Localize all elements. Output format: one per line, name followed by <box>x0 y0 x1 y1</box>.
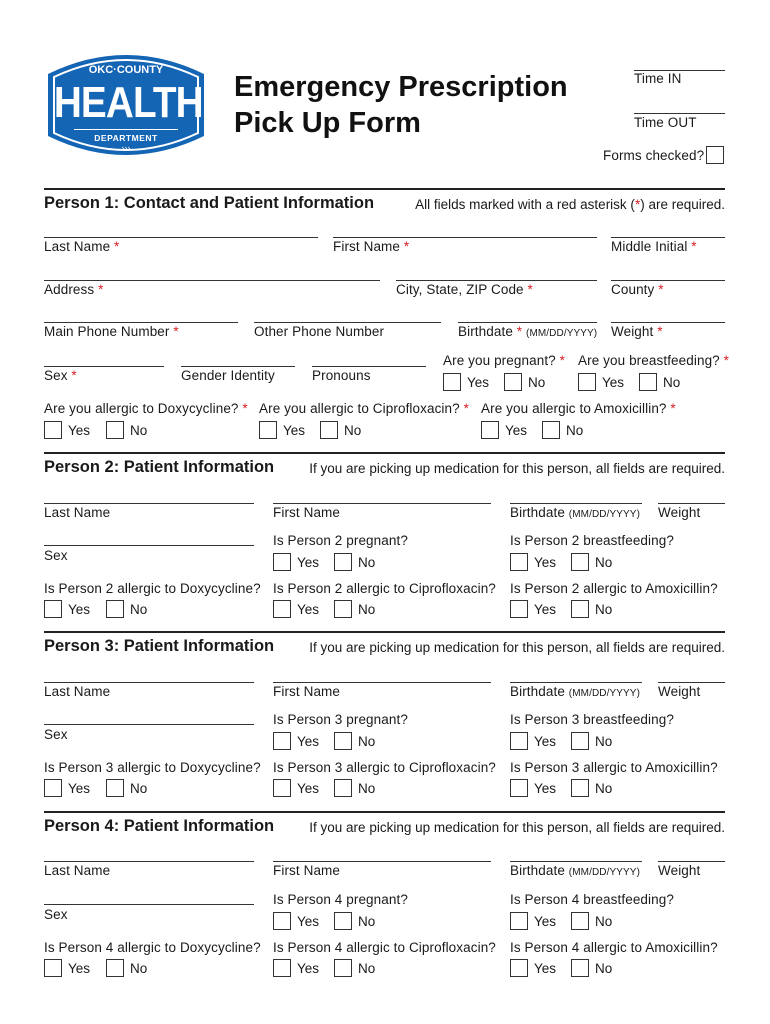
p4-amox-label: Is Person 4 allergic to Amoxicillin? <box>510 940 718 955</box>
p2-cipro-yes-checkbox[interactable] <box>273 600 291 618</box>
p4-breastfeeding-no-checkbox[interactable] <box>571 912 589 930</box>
person3-note: If you are picking up medication for this person, all fields are required. <box>309 640 725 655</box>
p2-doxy-label: Is Person 2 allergic to Doxycycline? <box>44 581 261 596</box>
p2-amox-no-checkbox[interactable] <box>571 600 589 618</box>
person2-note: If you are picking up medication for this person, all fields are required. <box>309 461 725 476</box>
p4-pregnant-no-checkbox[interactable] <box>334 912 352 930</box>
p3-sex-label: Sex <box>44 727 68 742</box>
p4-amox-no-checkbox[interactable] <box>571 959 589 977</box>
p2-pregnant-yes-checkbox[interactable] <box>273 553 291 571</box>
p2-first-name-label: First Name <box>273 505 341 520</box>
p2-cipro-yes-label: Yes <box>297 602 320 617</box>
p2-pregnant-no-label: No <box>358 555 376 570</box>
p3-amox-no-label: No <box>595 781 613 796</box>
p1-breastfeeding-no-checkbox[interactable] <box>639 373 657 391</box>
p4-cipro-no-label: No <box>358 961 376 976</box>
p1-pregnant-yes-label: Yes <box>467 375 490 390</box>
p3-amox-yes-label: Yes <box>534 781 557 796</box>
p4-pregnant-label: Is Person 4 pregnant? <box>273 892 408 907</box>
p1-amox-no-checkbox[interactable] <box>542 421 560 439</box>
p2-doxy-no-label: No <box>130 602 148 617</box>
p1-pregnant-label: Are you pregnant? * <box>443 353 565 368</box>
p4-pregnant-yes-label: Yes <box>297 914 320 929</box>
p1-breastfeeding-label: Are you breastfeeding? * <box>578 353 730 368</box>
p2-birthdate-label: Birthdate (MM/DD/YYYY) <box>510 505 640 520</box>
p3-cipro-no-checkbox[interactable] <box>334 779 352 797</box>
p1-doxy-label: Are you allergic to Doxycycline? * <box>44 401 248 416</box>
p2-breastfeeding-yes-label: Yes <box>534 555 557 570</box>
p4-amox-no-label: No <box>595 961 613 976</box>
person4-note: If you are picking up medication for this person, all fields are required. <box>309 820 725 835</box>
p2-weight-label: Weight <box>658 505 701 520</box>
time-out-label: Time OUT <box>634 115 697 130</box>
p2-pregnant-no-checkbox[interactable] <box>334 553 352 571</box>
p3-pregnant-label: Is Person 3 pregnant? <box>273 712 408 727</box>
p1-doxy-yes-checkbox[interactable] <box>44 421 62 439</box>
p3-breastfeeding-no-checkbox[interactable] <box>571 732 589 750</box>
p3-cipro-yes-checkbox[interactable] <box>273 779 291 797</box>
p1-breastfeeding-yes-checkbox[interactable] <box>578 373 596 391</box>
p4-cipro-yes-label: Yes <box>297 961 320 976</box>
p4-doxy-no-label: No <box>130 961 148 976</box>
p1-pregnant-yes-checkbox[interactable] <box>443 373 461 391</box>
p4-amox-yes-checkbox[interactable] <box>510 959 528 977</box>
p1-cipro-yes-checkbox[interactable] <box>259 421 277 439</box>
person1-required-note: All fields marked with a red asterisk (*) are required. <box>415 197 725 212</box>
p3-doxy-yes-checkbox[interactable] <box>44 779 62 797</box>
p3-amox-label: Is Person 3 allergic to Amoxicillin? <box>510 760 718 775</box>
p3-cipro-no-label: No <box>358 781 376 796</box>
p1-sex-label: Sex * <box>44 368 77 383</box>
p1-address-label: Address * <box>44 282 104 297</box>
p2-cipro-no-label: No <box>358 602 376 617</box>
p3-birthdate-label: Birthdate (MM/DD/YYYY) <box>510 684 640 699</box>
forms-checked-checkbox[interactable] <box>706 146 724 164</box>
p2-breastfeeding-no-label: No <box>595 555 613 570</box>
p1-city-label: City, State, ZIP Code * <box>396 282 533 297</box>
p2-cipro-label: Is Person 2 allergic to Ciprofloxacin? <box>273 581 496 596</box>
p3-pregnant-yes-label: Yes <box>297 734 320 749</box>
p1-breastfeeding-no-label: No <box>663 375 681 390</box>
p1-pregnant-no-checkbox[interactable] <box>504 373 522 391</box>
p3-breastfeeding-yes-checkbox[interactable] <box>510 732 528 750</box>
p3-amox-no-checkbox[interactable] <box>571 779 589 797</box>
p4-doxy-label: Is Person 4 allergic to Doxycycline? <box>44 940 261 955</box>
p4-breastfeeding-no-label: No <box>595 914 613 929</box>
p1-amox-label: Are you allergic to Amoxicillin? * <box>481 401 676 416</box>
p1-middle-initial-label: Middle Initial * <box>611 239 697 254</box>
p3-doxy-label: Is Person 3 allergic to Doxycycline? <box>44 760 261 775</box>
time-in-label: Time IN <box>634 71 682 86</box>
forms-checked-label: Forms checked? <box>603 148 705 163</box>
p4-cipro-label: Is Person 4 allergic to Ciprofloxacin? <box>273 940 496 955</box>
person2-heading: Person 2: Patient Information <box>44 458 275 476</box>
p3-first-name-label: First Name <box>273 684 341 699</box>
p2-doxy-yes-label: Yes <box>68 602 91 617</box>
p4-pregnant-no-label: No <box>358 914 376 929</box>
form-title-line1: Emergency Prescription <box>234 71 568 103</box>
p2-breastfeeding-label: Is Person 2 breastfeeding? <box>510 533 674 548</box>
p1-doxy-no-checkbox[interactable] <box>106 421 124 439</box>
p1-amox-no-label: No <box>566 423 584 438</box>
p1-last-name-label: Last Name * <box>44 239 120 254</box>
p4-breastfeeding-label: Is Person 4 breastfeeding? <box>510 892 674 907</box>
p2-doxy-yes-checkbox[interactable] <box>44 600 62 618</box>
p4-cipro-yes-checkbox[interactable] <box>273 959 291 977</box>
p3-breastfeeding-no-label: No <box>595 734 613 749</box>
p1-weight-label: Weight * <box>611 324 663 339</box>
p2-breastfeeding-yes-checkbox[interactable] <box>510 553 528 571</box>
p3-pregnant-no-checkbox[interactable] <box>334 732 352 750</box>
p1-pronouns-label: Pronouns <box>312 368 371 383</box>
p1-cipro-no-checkbox[interactable] <box>320 421 338 439</box>
p3-cipro-label: Is Person 3 allergic to Ciprofloxacin? <box>273 760 496 775</box>
p4-cipro-no-checkbox[interactable] <box>334 959 352 977</box>
p2-sex-label: Sex <box>44 548 68 563</box>
p1-breastfeeding-yes-label: Yes <box>602 375 625 390</box>
p3-doxy-no-checkbox[interactable] <box>106 779 124 797</box>
logo-top-text: OKC·COUNTY <box>88 64 164 76</box>
p3-amox-yes-checkbox[interactable] <box>510 779 528 797</box>
p3-pregnant-no-label: No <box>358 734 376 749</box>
p2-amox-label: Is Person 2 allergic to Amoxicillin? <box>510 581 718 596</box>
p1-amox-yes-label: Yes <box>505 423 528 438</box>
p3-breastfeeding-label: Is Person 3 breastfeeding? <box>510 712 674 727</box>
logo-arrows: ››› <box>121 143 131 153</box>
p2-doxy-no-checkbox[interactable] <box>106 600 124 618</box>
health-department-logo <box>44 44 208 166</box>
person3-heading: Person 3: Patient Information <box>44 637 275 655</box>
p1-amox-yes-checkbox[interactable] <box>481 421 499 439</box>
p3-doxy-no-label: No <box>130 781 148 796</box>
p1-pregnant-no-label: No <box>528 375 546 390</box>
person1-heading: Person 1: Contact and Patient Information <box>44 194 375 212</box>
p2-cipro-no-checkbox[interactable] <box>334 600 352 618</box>
p1-doxy-yes-label: Yes <box>68 423 91 438</box>
p3-last-name-label: Last Name <box>44 684 111 699</box>
logo-bottom-text: DEPARTMENT <box>94 133 158 143</box>
p4-breastfeeding-yes-label: Yes <box>534 914 557 929</box>
p1-birthdate-label: Birthdate * (MM/DD/YYYY) <box>458 324 598 339</box>
p2-breastfeeding-no-checkbox[interactable] <box>571 553 589 571</box>
p3-doxy-yes-label: Yes <box>68 781 91 796</box>
p4-birthdate-label: Birthdate (MM/DD/YYYY) <box>510 863 640 878</box>
p4-breastfeeding-yes-checkbox[interactable] <box>510 912 528 930</box>
p4-first-name-label: First Name <box>273 863 341 878</box>
p1-other-phone-label: Other Phone Number <box>254 324 385 339</box>
form-title-line2: Pick Up Form <box>234 107 421 139</box>
p3-weight-label: Weight <box>658 684 701 699</box>
p4-amox-yes-label: Yes <box>534 961 557 976</box>
p2-last-name-label: Last Name <box>44 505 111 520</box>
p2-amox-yes-checkbox[interactable] <box>510 600 528 618</box>
p1-cipro-yes-label: Yes <box>283 423 306 438</box>
p4-doxy-no-checkbox[interactable] <box>106 959 124 977</box>
p2-amox-no-label: No <box>595 602 613 617</box>
p1-gender-label: Gender Identity <box>181 368 275 383</box>
p4-doxy-yes-checkbox[interactable] <box>44 959 62 977</box>
p3-pregnant-yes-checkbox[interactable] <box>273 732 291 750</box>
p4-doxy-yes-label: Yes <box>68 961 91 976</box>
p1-first-name-label: First Name * <box>333 239 410 254</box>
p1-county-label: County * <box>611 282 664 297</box>
person4-heading: Person 4: Patient Information <box>44 817 275 835</box>
p2-pregnant-label: Is Person 2 pregnant? <box>273 533 408 548</box>
p1-main-phone-label: Main Phone Number * <box>44 324 179 339</box>
p3-cipro-yes-label: Yes <box>297 781 320 796</box>
p2-pregnant-yes-label: Yes <box>297 555 320 570</box>
p4-sex-label: Sex <box>44 907 68 922</box>
p3-breastfeeding-yes-label: Yes <box>534 734 557 749</box>
p1-cipro-label: Are you allergic to Ciprofloxacin? * <box>259 401 469 416</box>
p4-last-name-label: Last Name <box>44 863 111 878</box>
p4-pregnant-yes-checkbox[interactable] <box>273 912 291 930</box>
p1-doxy-no-label: No <box>130 423 148 438</box>
logo-main-text: HEALTH <box>53 78 203 127</box>
p4-weight-label: Weight <box>658 863 701 878</box>
p1-cipro-no-label: No <box>344 423 362 438</box>
p2-amox-yes-label: Yes <box>534 602 557 617</box>
